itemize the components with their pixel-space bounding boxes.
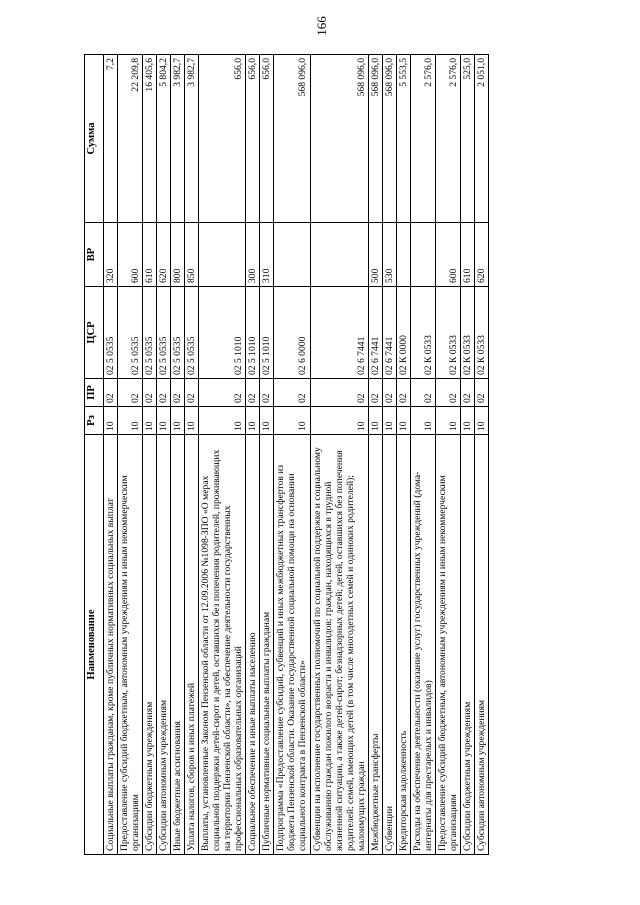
cell-name: Межбюджетные трансферты	[368, 435, 382, 855]
cell-pr: 02	[260, 379, 274, 407]
cell-rz: 10	[474, 407, 488, 435]
cell-vr: 600	[118, 223, 143, 287]
cell-csr: 02 5 0535	[171, 287, 185, 379]
cell-vr	[199, 223, 246, 287]
cell-name: Предоставление субсидий бюджетным, автономным учреждениям и иным некоммерческим организациям	[118, 435, 143, 855]
cell-sum: 656,0	[199, 55, 246, 223]
cell-sum: 2 051,0	[474, 55, 488, 223]
cell-name: Субсидии автономным учреждениям	[474, 435, 488, 855]
cell-rz: 10	[118, 407, 143, 435]
cell-name: Подпрограмма «Предоставление субсидий, субвенций и иных межбюджетных трансфертов из бюджета Пензенской области. Оказание государственной социальной помощи на основании социального контракта в Пензенской области»	[274, 435, 310, 855]
cell-rz: 10	[310, 407, 368, 435]
cell-name: Субсидии бюджетным учреждениям	[460, 435, 474, 855]
cell-sum: 2 576,0	[435, 55, 460, 223]
cell-vr: 610	[143, 223, 157, 287]
cell-vr	[410, 223, 435, 287]
cell-sum: 3 982,7	[185, 55, 199, 223]
header-pr: ПР	[85, 379, 104, 407]
budget-table-container	[84, 55, 556, 855]
cell-vr: 320	[104, 223, 118, 287]
cell-name: Выплаты, установленные Законом Пензенской области от 12.09.2006 №1098-ЗПО «О мерах социальной поддержки детей-сирот и детей, оставшихся без попечения родителей, проживающих на территории Пензенской области», на обеспечение деятельности государственных профессиональных образовательных организаций	[199, 435, 246, 855]
cell-csr: 02 К 0533	[474, 287, 488, 379]
table-row	[104, 55, 118, 855]
cell-pr: 02	[460, 379, 474, 407]
cell-name: Иные бюджетные ассигнования	[171, 435, 185, 855]
cell-name: Социальное обеспечение и иные выплаты населению	[246, 435, 260, 855]
table-row	[368, 55, 382, 855]
header-name: Наименование	[85, 435, 104, 855]
cell-name: Субсидии бюджетным учреждениям	[143, 435, 157, 855]
cell-pr: 02	[171, 379, 185, 407]
table-row	[474, 55, 488, 855]
cell-name: Субсидии автономным учреждениям	[157, 435, 171, 855]
cell-pr: 02	[246, 379, 260, 407]
cell-rz: 10	[396, 407, 410, 435]
table-row	[171, 55, 185, 855]
cell-sum: 656,0	[260, 55, 274, 223]
cell-vr: 600	[435, 223, 460, 287]
cell-rz: 10	[157, 407, 171, 435]
cell-csr: 02 5 1010	[199, 287, 246, 379]
cell-pr: 02	[368, 379, 382, 407]
cell-rz: 10	[185, 407, 199, 435]
cell-csr: 02 6 0000	[274, 287, 310, 379]
cell-name: Социальные выплаты гражданам, кроме публичных нормативных социальных выплат	[104, 435, 118, 855]
cell-csr: 02 5 0535	[104, 287, 118, 379]
table-row	[274, 55, 310, 855]
cell-vr: 620	[157, 223, 171, 287]
cell-csr: 02 5 0535	[185, 287, 199, 379]
cell-rz: 10	[460, 407, 474, 435]
cell-pr: 02	[199, 379, 246, 407]
header-rz: Рз	[85, 407, 104, 435]
cell-csr: 02 5 0535	[157, 287, 171, 379]
cell-vr: 310	[260, 223, 274, 287]
cell-rz: 10	[382, 407, 396, 435]
cell-csr: 02 К 0000	[396, 287, 410, 379]
cell-pr: 02	[310, 379, 368, 407]
cell-rz: 10	[410, 407, 435, 435]
page-number: 166	[313, 16, 329, 36]
cell-pr: 02	[118, 379, 143, 407]
cell-sum: 22 209,8	[118, 55, 143, 223]
cell-rz: 10	[260, 407, 274, 435]
table-row	[143, 55, 157, 855]
cell-pr: 02	[474, 379, 488, 407]
cell-rz: 10	[368, 407, 382, 435]
table-row	[435, 55, 460, 855]
cell-pr: 02	[382, 379, 396, 407]
cell-name: Расходы на обеспечение деятельности (оказание услуг) государственных учреждений (дома-интернаты для престарелых и инвалидов)	[410, 435, 435, 855]
cell-csr: 02 6 7441	[368, 287, 382, 379]
table-row	[118, 55, 143, 855]
cell-vr: 620	[474, 223, 488, 287]
cell-csr: 02 К 0533	[435, 287, 460, 379]
table-row	[199, 55, 246, 855]
cell-sum: 3 982,7	[171, 55, 185, 223]
cell-csr: 02 К 0533	[410, 287, 435, 379]
cell-csr: 02 5 1010	[246, 287, 260, 379]
cell-rz: 10	[104, 407, 118, 435]
cell-pr: 02	[396, 379, 410, 407]
cell-sum: 7,2	[104, 55, 118, 223]
cell-sum: 2 576,0	[410, 55, 435, 223]
cell-sum: 568 096,0	[368, 55, 382, 223]
cell-rz: 10	[246, 407, 260, 435]
cell-name: Субвенции на исполнение государственных полномочий по социальной поддержке и социальному обслуживанию граждан пожилого возраста и инвалидов; граждан, находящихся в трудной жизненной ситуации, а также детей-сирот; безнадзорных детей; детей, оставшихся без попечения родителей; семей, имеющих детей (в том числе многодетных семей и одиноких родителей); малоимущих граждан	[310, 435, 368, 855]
cell-vr: 610	[460, 223, 474, 287]
cell-vr: 800	[171, 223, 185, 287]
header-vr: ВР	[85, 223, 104, 287]
cell-name: Кредиторская задолженность	[396, 435, 410, 855]
header-sum: Сумма	[85, 55, 104, 223]
cell-csr: 02 6 7441	[310, 287, 368, 379]
cell-name: Предоставление субсидий бюджетным, автономным учреждениям и иным некоммерческим организациям	[435, 435, 460, 855]
cell-rz: 10	[143, 407, 157, 435]
cell-sum: 568 096,0	[310, 55, 368, 223]
table-row	[185, 55, 199, 855]
cell-vr	[310, 223, 368, 287]
cell-vr: 500	[368, 223, 382, 287]
cell-pr: 02	[435, 379, 460, 407]
cell-vr	[396, 223, 410, 287]
cell-rz: 10	[199, 407, 246, 435]
cell-vr	[274, 223, 310, 287]
cell-vr: 850	[185, 223, 199, 287]
cell-pr: 02	[185, 379, 199, 407]
cell-sum: 525,0	[460, 55, 474, 223]
cell-pr: 02	[104, 379, 118, 407]
table-row	[157, 55, 171, 855]
cell-sum: 656,0	[246, 55, 260, 223]
cell-csr: 02 5 0535	[118, 287, 143, 379]
budget-table	[84, 54, 489, 855]
cell-pr: 02	[410, 379, 435, 407]
cell-vr: 530	[382, 223, 396, 287]
cell-sum: 568 096,0	[382, 55, 396, 223]
cell-sum: 16 405,6	[143, 55, 157, 223]
table-row	[410, 55, 435, 855]
header-csr: ЦСР	[85, 287, 104, 379]
cell-rz: 10	[274, 407, 310, 435]
cell-csr: 02 6 7441	[382, 287, 396, 379]
cell-name: Уплата налогов, сборов и иных платежей	[185, 435, 199, 855]
table-row	[396, 55, 410, 855]
cell-vr: 300	[246, 223, 260, 287]
table-row	[260, 55, 274, 855]
cell-csr: 02 5 1010	[260, 287, 274, 379]
table-row	[246, 55, 260, 855]
cell-sum: 568 096,0	[274, 55, 310, 223]
cell-name: Публичные нормативные социальные выплаты гражданам	[260, 435, 274, 855]
table-row	[460, 55, 474, 855]
cell-csr: 02 К 0533	[460, 287, 474, 379]
cell-pr: 02	[274, 379, 310, 407]
cell-csr: 02 5 0535	[143, 287, 157, 379]
cell-pr: 02	[143, 379, 157, 407]
cell-sum: 5 553,5	[396, 55, 410, 223]
table-header-row	[85, 55, 104, 855]
cell-pr: 02	[157, 379, 171, 407]
table-row	[310, 55, 368, 855]
cell-rz: 10	[171, 407, 185, 435]
cell-rz: 10	[435, 407, 460, 435]
cell-name: Субвенции	[382, 435, 396, 855]
table-row	[382, 55, 396, 855]
cell-sum: 5 804,2	[157, 55, 171, 223]
